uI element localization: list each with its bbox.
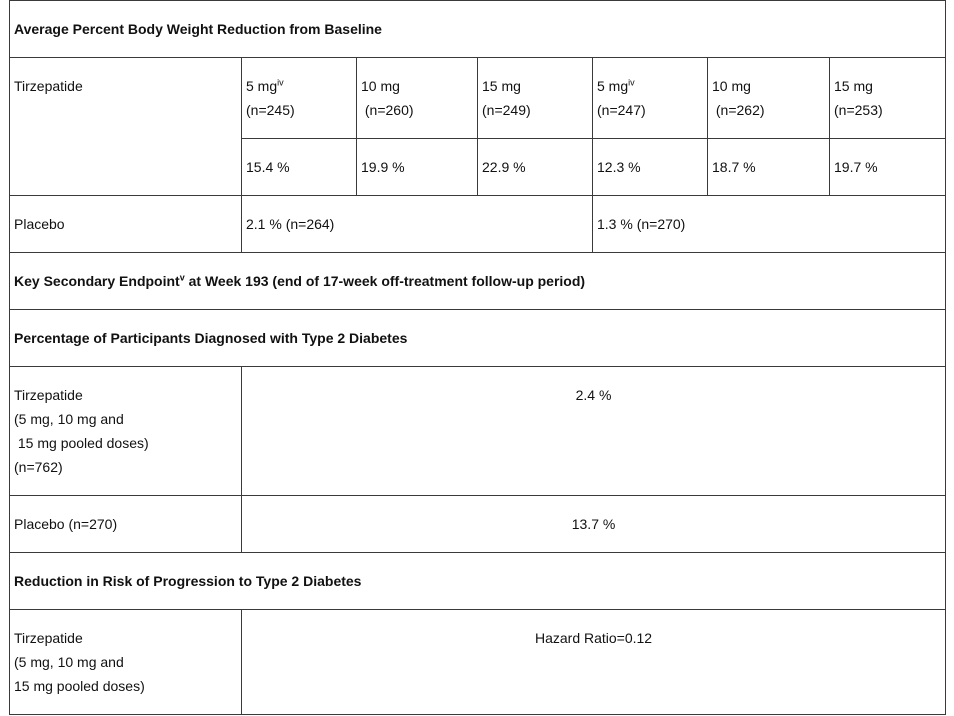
risk-section-title: Reduction in Risk of Progression to Type 2 Diabetes [10, 553, 946, 610]
diagnosed-tirzepatide-value: 2.4 % [242, 367, 946, 496]
placebo-value: 1.3 % (n=270) [593, 196, 946, 253]
placebo-value: 2.1 % (n=264) [242, 196, 593, 253]
weight-section-title: Average Percent Body Weight Reduction from Baseline [10, 1, 946, 58]
dose-cell: 15 mg (n=249) [478, 58, 593, 139]
weight-value: 19.7 % [830, 139, 946, 196]
weight-value: 18.7 % [708, 139, 830, 196]
weight-value: 15.4 % [242, 139, 357, 196]
hazard-ratio-value: Hazard Ratio=0.12 [242, 610, 946, 715]
weight-value: 19.9 % [357, 139, 478, 196]
weight-value: 22.9 % [478, 139, 593, 196]
dose-cell: 5 $mg^{iv}$ (n=247) [593, 58, 708, 139]
dose-cell: 5 $mg^{iv}$ (n=245) [242, 58, 357, 139]
tirzepatide-label: Tirzepatide [10, 58, 242, 196]
secondary-endpoint-title: Key Secondary Endpoint$^v$ at Week 193 (end of 17-week off-treatment follow-up period) [10, 253, 946, 310]
diagnosed-placebo-label: Placebo (n=270) [10, 496, 242, 553]
weight-value: 12.3 % [593, 139, 708, 196]
dose-cell: 10 mg (n=260) [357, 58, 478, 139]
diagnosed-section-title: Percentage of Participants Diagnosed with Type 2 Diabetes [10, 310, 946, 367]
risk-tirzepatide-label: Tirzepatide (5 mg, 10 mg and 15 mg pooled doses) [10, 610, 242, 715]
dose-cell: 15 mg (n=253) [830, 58, 946, 139]
diagnosed-placebo-value: 13.7 % [242, 496, 946, 553]
diagnosed-tirzepatide-label: Tirzepatide (5 mg, 10 mg and 15 mg pooled doses) (n=762) [10, 367, 242, 496]
dose-cell: 10 mg (n=262) [708, 58, 830, 139]
results-table [9, 0, 946, 715]
placebo-label: Placebo [10, 196, 242, 253]
